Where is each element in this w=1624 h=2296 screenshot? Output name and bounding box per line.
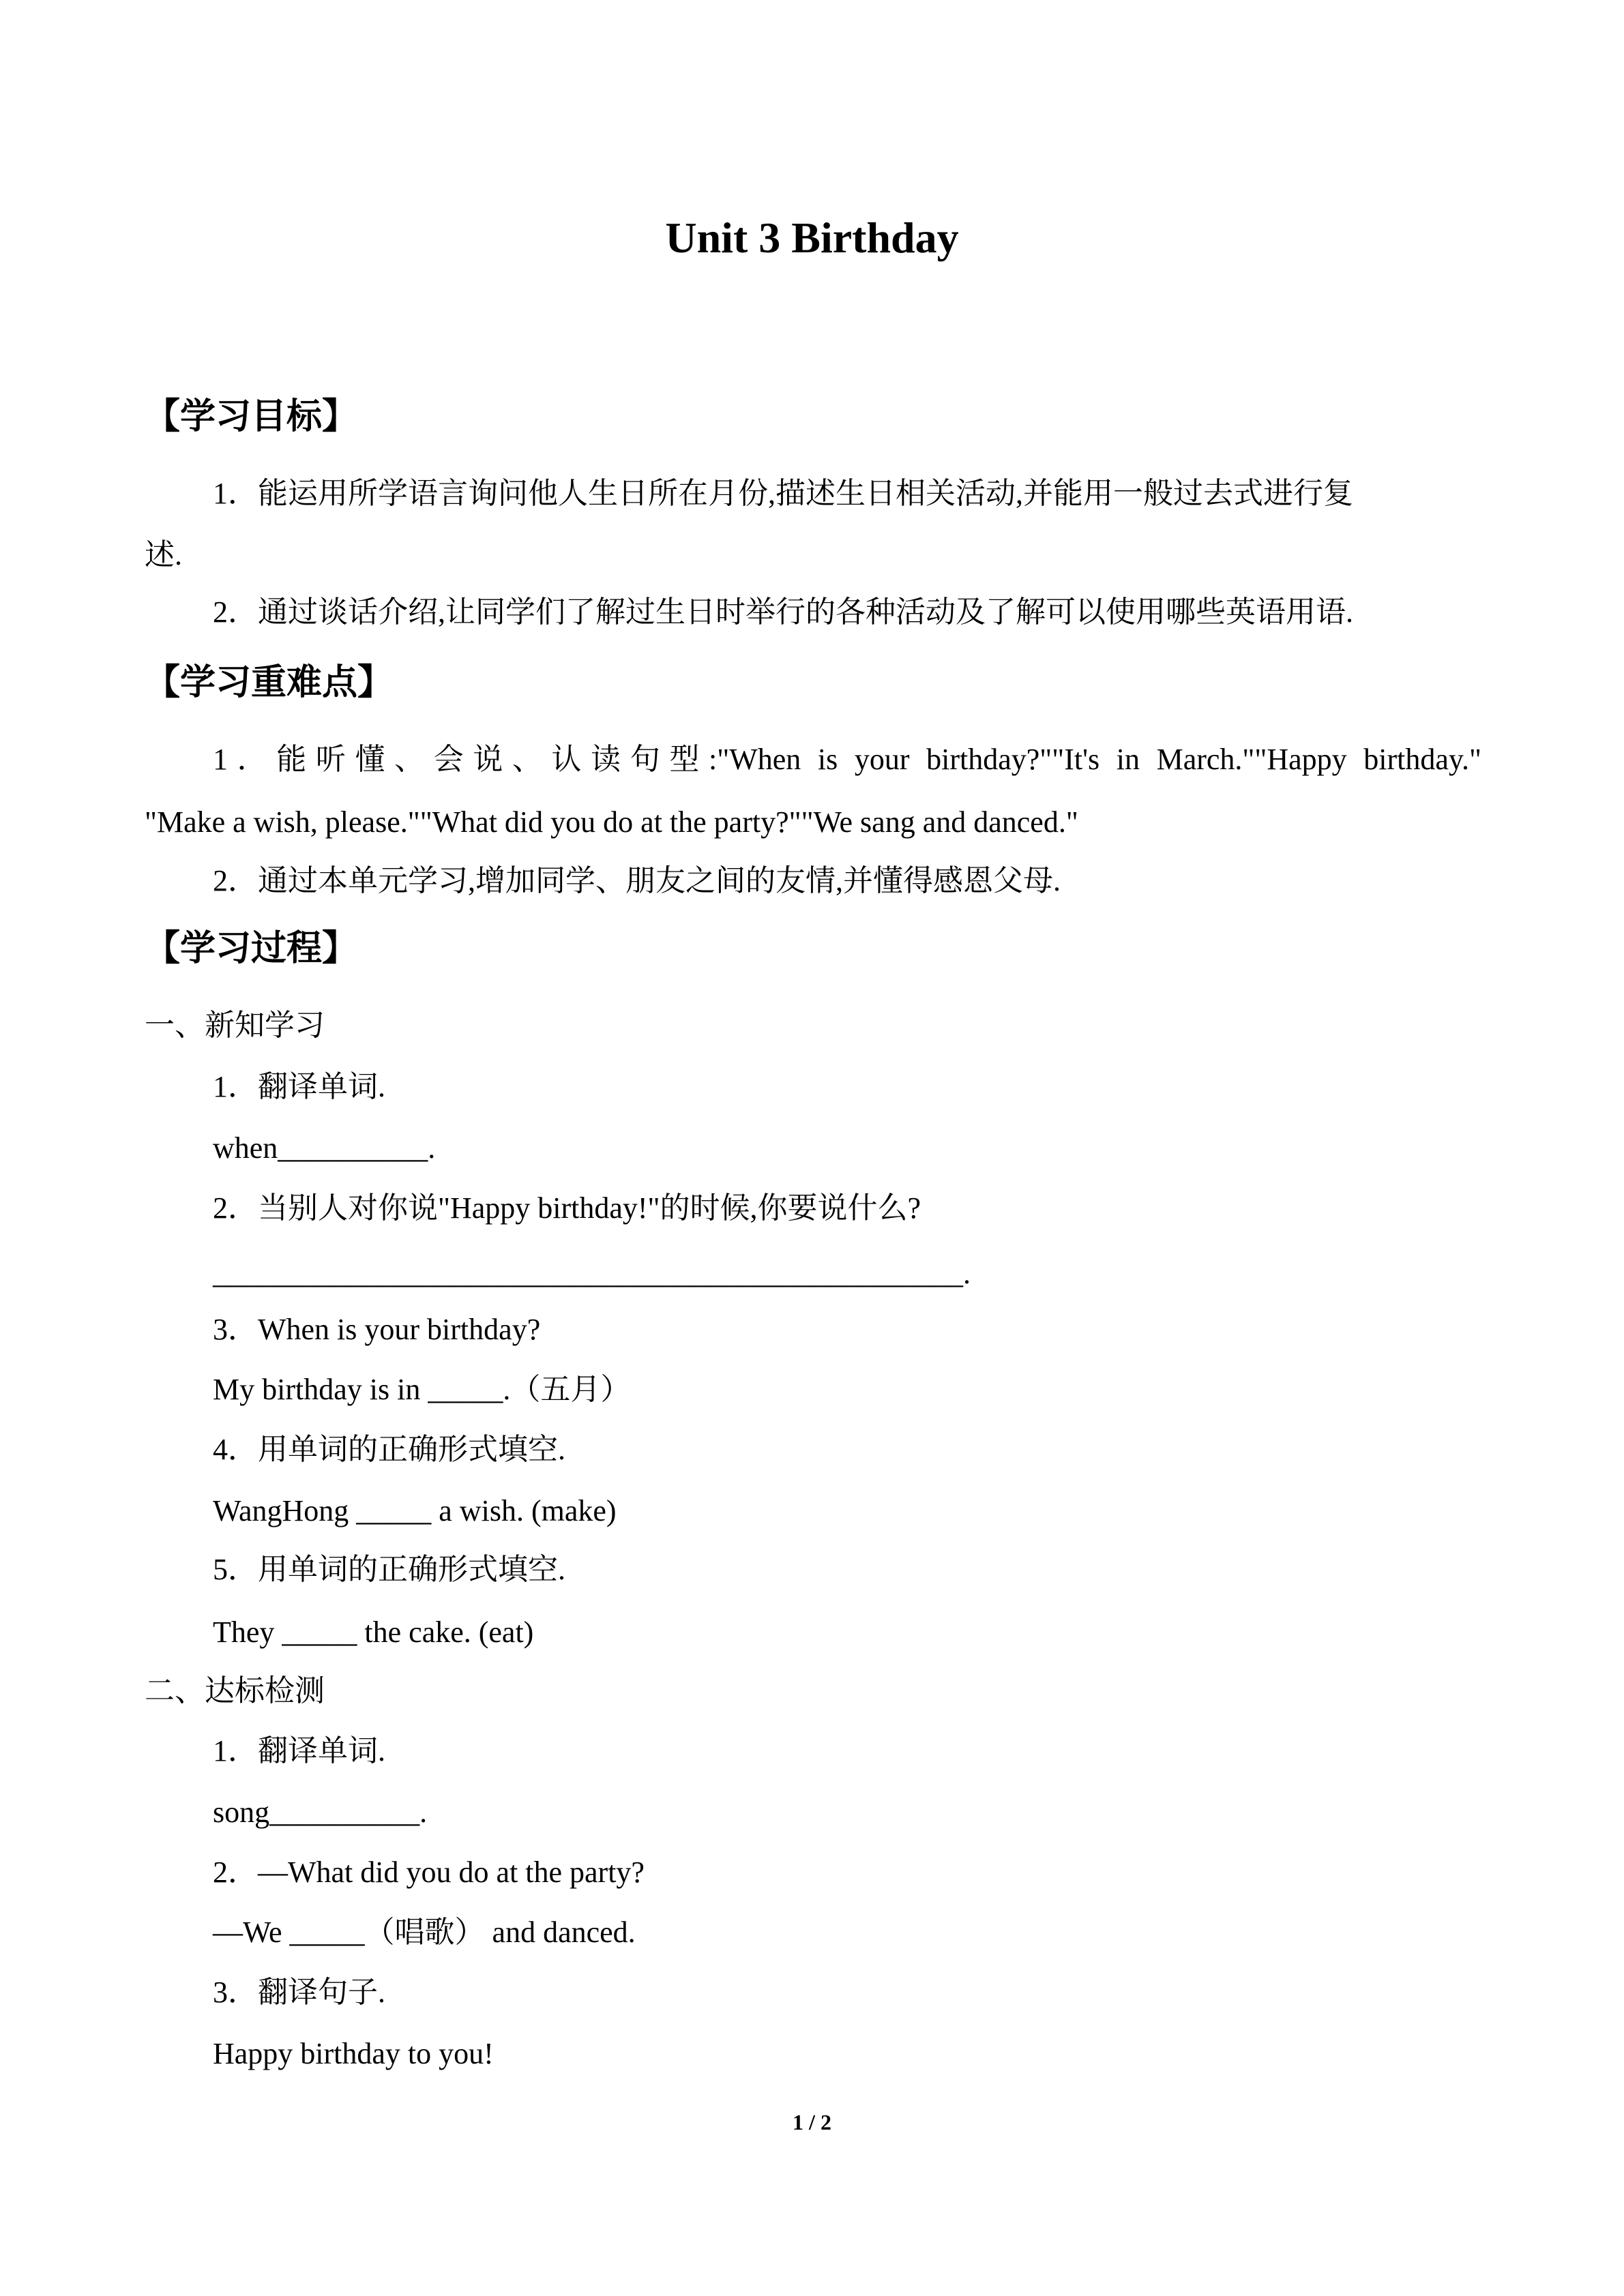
keypoint-item-1-line-1: 1．能听懂、会说、认读句型:"When is your birthday?""It's in March.""Happy birthday." — [213, 743, 1481, 776]
part-1-question-3: 3．When is your birthday? — [213, 1313, 541, 1346]
part-1-question-2: 2．当别人对你说"Happy birthday!"的时候,你要说什么? — [213, 1191, 921, 1225]
part-1-question-4: 4．用单词的正确形式填空. — [213, 1433, 565, 1466]
part-2-question-1: 1．翻译单词. — [213, 1734, 385, 1768]
page-title: Unit 3 Birthday — [665, 213, 959, 262]
objective-item-1-line-2: 述. — [145, 538, 182, 571]
part-2-question-1-text: song__________. — [213, 1795, 428, 1829]
objective-item-2: 2．通过谈话介绍,让同学们了解过生日时举行的各种活动及了解可以使用哪些英语用语. — [213, 595, 1353, 629]
objective-item-1-line-1: 1．能运用所学语言询问他人生日所在月份,描述生日相关活动,并能用一般过去式进行复 — [213, 477, 1353, 510]
part-1-question-2-blank: __________________________________________________. — [213, 1257, 971, 1290]
page-number: 1 / 2 — [793, 2110, 831, 2134]
part-2-question-3-text: Happy birthday to you! — [213, 2037, 494, 2070]
part-2-question-3: 3．翻译句子. — [213, 1976, 385, 2009]
objectives-heading: 【学习目标】 — [145, 396, 358, 437]
part-2-question-2: 2．—What did you do at the party? — [213, 1855, 645, 1889]
part-1-question-4-text: WangHong _____ a wish. (make) — [213, 1494, 617, 1527]
part-1-question-5-text: They _____ the cake. (eat) — [213, 1615, 534, 1649]
part-1-question-1: 1．翻译单词. — [213, 1070, 385, 1103]
keypoints-heading: 【学习重难点】 — [145, 662, 394, 703]
part-1-question-1-text: when__________. — [213, 1131, 436, 1165]
keypoint-item-2: 2．通过本单元学习,增加同学、朋友之间的友情,并懂得感恩父母. — [213, 864, 1061, 897]
part-2-question-2-text: —We _____（唱歌） and danced. — [213, 1915, 636, 1949]
keypoint-item-1-line-2: "Make a wish, please.""What did you do at the party?""We sang and danced." — [145, 805, 1078, 839]
part-1-question-5: 5．用单词的正确形式填空. — [213, 1553, 565, 1586]
process-heading: 【学习过程】 — [145, 928, 358, 969]
part-1-question-3-text: My birthday is in _____.（五月） — [213, 1373, 631, 1406]
part-2-title: 二、达标检测 — [145, 1674, 325, 1708]
part-1-title: 一、新知学习 — [145, 1009, 325, 1042]
